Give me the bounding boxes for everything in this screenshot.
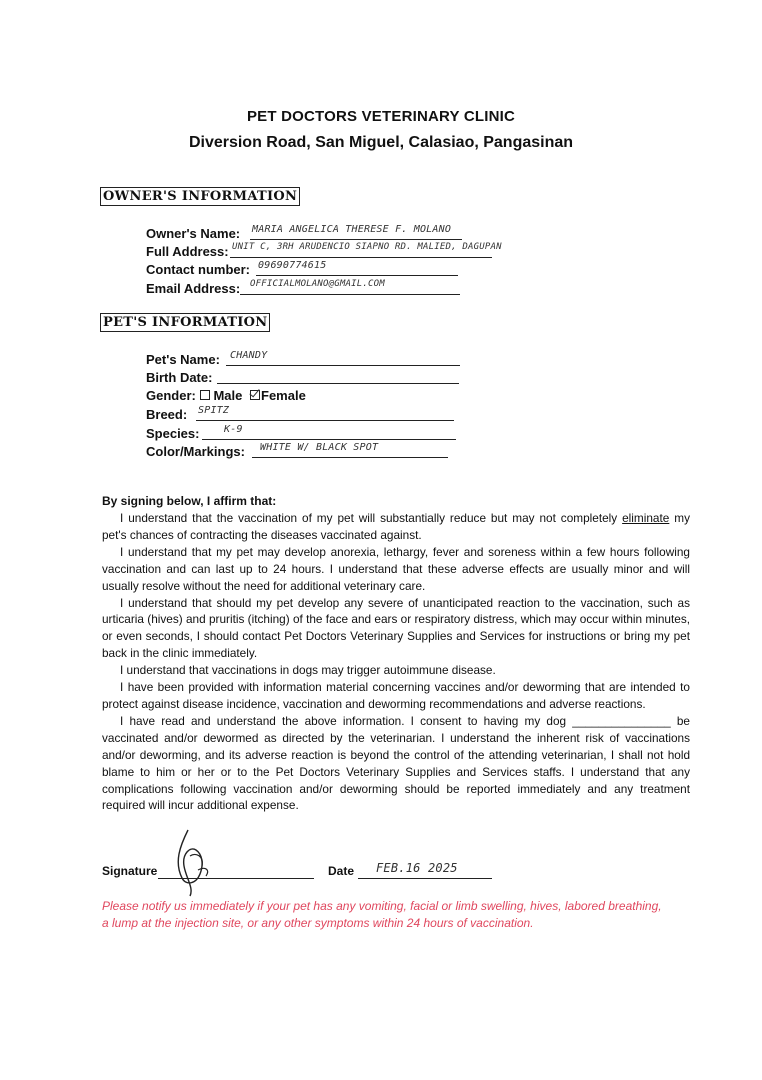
date-value: FEB.16 2025 <box>376 861 458 875</box>
affirm-paragraph: I understand that should my pet develop any severe of unanticipated reaction to the vaccination, such as urticaria (hives) and pruritis (itching) of the face and ears or respiratory distress, which may occur within minutes, or even seconds, I should contact Pet Doctors Veterinary Supplies and Services for instructions or bring my pet back in the clinic immediately. <box>102 595 690 661</box>
address-label: Full Address: <box>146 244 229 259</box>
affirm-paragraph: I understand that vaccinations in dogs may trigger autoimmune disease. <box>120 663 496 678</box>
species-label: Species: <box>146 426 200 441</box>
signature-label: Signature <box>102 864 158 878</box>
pet-name-value: CHANDY <box>230 350 268 361</box>
female-option-label: Female <box>261 388 306 403</box>
owner-name-value: MARIA ANGELICA THERESE F. MOLANO <box>252 224 452 235</box>
affirm-paragraph <box>102 510 690 544</box>
clinic-name: PET DOCTORS VETERINARY CLINIC <box>246 108 516 125</box>
color-markings-label: Color/Markings: <box>146 444 245 459</box>
dog-name-blank[interactable]: _______________ <box>572 713 671 728</box>
birth-date-label: Birth Date: <box>146 370 213 385</box>
affirm-p1-text-end: my pet's chances of contracting the diseases vaccinated against. <box>102 511 690 542</box>
contact-value: 09690774615 <box>258 260 327 271</box>
affirm-p1-underlined: eliminate <box>622 511 670 525</box>
breed-value: SPITZ <box>198 405 230 416</box>
affirm-paragraph: I have been provided with information material concerning vaccines and/or deworming that are intended to protect against disease incidence, vaccination and deworming recommendations and adverse reactions. <box>102 680 690 711</box>
birth-date-line <box>217 369 459 384</box>
gender-label: Gender: <box>146 388 196 403</box>
female-checkbox[interactable] <box>250 390 260 400</box>
address-value: UNIT C, 3RH ARUDENCIO SIAPNO RD. MALIED, DAGUPAN <box>232 242 502 252</box>
pet-section-title: PET'S INFORMATION <box>100 313 270 332</box>
male-option-label: Male <box>213 388 243 403</box>
breed-line <box>196 406 454 421</box>
owner-section-title: OWNER'S INFORMATION <box>100 187 300 206</box>
color-markings-value: WHITE W/ BLACK SPOT <box>260 442 379 453</box>
affirm-p6-text: I have read and understand the above information. I consent to having my dog <box>120 713 567 728</box>
contact-label: Contact number: <box>146 262 250 277</box>
date-label: Date <box>328 864 355 878</box>
email-value: OFFICIALMOLANO@GMAIL.COM <box>250 279 385 289</box>
pet-name-label: Pet's Name: <box>146 352 220 367</box>
email-label: Email Address: <box>146 281 241 296</box>
notice-text: Please notify us immediately if your pet has any vomiting, facial or limb swelling, hives, labored breathing, a lump at the injection site, or any other symptoms within 24 hours of vaccination. <box>102 899 662 930</box>
affirmation-body <box>102 510 690 814</box>
male-checkbox[interactable] <box>200 390 210 400</box>
affirm-p6-text-end: be vaccinated and/or dewormed as directed by the veterinarian. I understand the inherent risk of vaccinations and/or deworming, and its adverse reaction is beyond the control of the attending veterinarian, I shall not hold blame to him or her or to the Pet Doctors Veterinary Supplies and Services staffs. I understand that any complications following vaccination and/or deworming should be reported immediately and any treatment required will incur additional expense. <box>102 713 690 813</box>
breed-label: Breed: <box>146 407 188 422</box>
handwritten-signature <box>160 826 220 898</box>
affirm-p1-text: I understand that the vaccination of my pet will substantially reduce but may not completely <box>120 511 618 525</box>
gender-row <box>146 388 306 404</box>
owner-name-label: Owner's Name: <box>146 226 241 241</box>
clinic-address: Diversion Road, San Miguel, Calasiao, Pangasinan <box>188 134 574 151</box>
affirm-paragraph <box>102 713 690 814</box>
affirm-paragraph: I understand that my pet may develop anorexia, lethargy, fever and soreness within a few hours following vaccination and can last up to 24 hours. I understand that these adverse effects are usually minor and will usually resolve without the need for additional veterinary care. <box>102 544 690 593</box>
affirm-title: By signing below, I affirm that: <box>102 494 277 508</box>
species-value: K-9 <box>224 424 243 435</box>
